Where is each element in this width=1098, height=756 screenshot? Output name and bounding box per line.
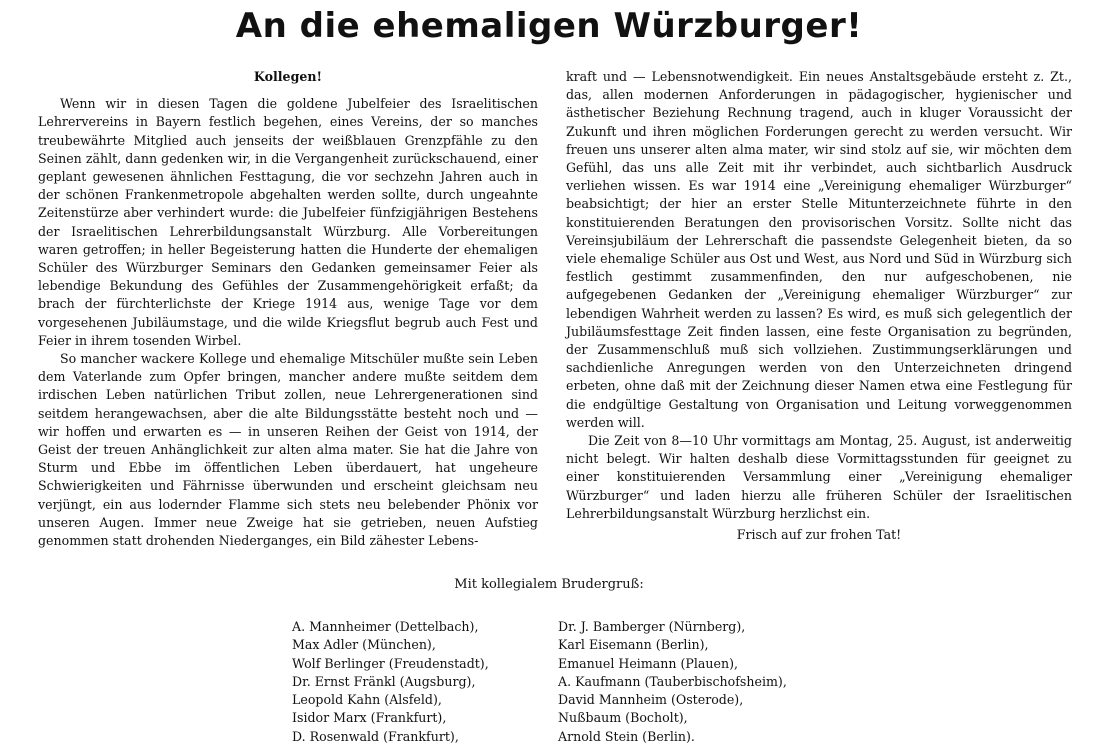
signatory: Dr. Ernst Fränkl (Augsburg), [292, 673, 476, 689]
signatory: A. Mannheimer (Dettelbach), [292, 619, 479, 634]
greeting: Kollegen! [253, 69, 323, 84]
paragraph: So mancher wackere Kollege und ehemalige Mitschüler mußte sein Leben dem Vaterlande zum Opfer bringen, mancher andere mußte seitdem dem irdischen Leben natürlichen Tribut zollen, neue Lehrergenerationen sind seitdem herangewachsen, aber die alte Bildungsstätte besteht noch und — wir hoffen und erwarten es — in unseren Reihen der Geist von 1914, der Geist der treuen Anhänglichkeit zur alten alma mater. Sie hat die Jahre von Sturm und Ebbe im öffentlichen Leben überdauert, hat ungeheure Schwierigkeiten und Fährnisse überwunden und erscheint gleichsam neu verjüngt, ein aus lodernder Flamme sich stets neu belebender Phönix vor unseren Augen. Immer neue Zweige hat sie getrieben, neuen Aufstieg genommen statt drohenden Niederganges, ein Bild zähester Lebens- [38, 351, 538, 549]
signatory: Karl Eisemann (Berlin), [558, 637, 709, 653]
signatory: Wolf Berlinger (Freudenstadt), [292, 655, 489, 671]
paragraph: Die Zeit von 8—10 Uhr vormittags am Montag, 25. August, ist anderweitig nicht belegt. Wir halten deshalb diese Vormittagsstunden für geeignet zu einer konstituierenden Versammlung einer „Vereinigung ehemaliger Würzburger“ und laden hierzu alle früheren Schüler der Israelitischen Lehrerbildungsanstalt Würzburg herzlichst ein. [566, 433, 1072, 521]
signatories-right [558, 618, 787, 746]
signatories-left [292, 618, 489, 746]
paragraph: Wenn wir in diesen Tagen die goldene Jubelfeier des Israelitischen Lehrervereins in Bayern festlich begehen, eines Vereins, der so manches treubewährte Mitglied auch jenseits der weißblauen Grenzpfähle zu den Seinen zählt, dann gedenken wir, in die Vergangenheit zurückschauend, einer geplant gewesenen ähnlichen Festtagung, die vor sechzehn Jahren auch in der schönen Frankenmetropole abgehalten werden sollte, durch ungeahnte Zeitenstürze aber verhindert wurde: die Jubelfeier fünfzigjährigen Bestehens der Israelitischen Lehrerbildungsanstalt Würzburg. Alle Vorbereitungen waren getroffen; in heller Begeisterung hatten die Hunderte der ehemaligen Schüler des Würzburger Seminars den Gedanken gemeinsamer Feier als lebendige Bekundung des Gefühles der Zusammengehörigkeit erfaßt; da brach der fürchterlichste der Kriege 1914 aus, wenige Tage vor dem vorgesehenen Jubiläumstage, und die wilde Kriegsflut begrub auch Fest und Feier in ihrem tosenden Wirbel. [38, 96, 538, 348]
left-column [38, 68, 538, 550]
signatory: Leopold Kahn (Alsfeld), [292, 692, 442, 708]
right-column [566, 68, 1072, 544]
signatory: Isidor Marx (Frankfurt), [292, 710, 447, 726]
signatory: D. Rosenwald (Frankfurt), [292, 728, 459, 744]
signatory: Arnold Stein (Berlin). [558, 728, 695, 744]
closing-line: Frisch auf zur frohen Tat! [736, 527, 902, 543]
signatory: David Mannheim (Osterode), [558, 692, 744, 708]
signatory: Emanuel Heimann (Plauen), [558, 655, 739, 671]
signatory: Dr. J. Bamberger (Nürnberg), [558, 619, 746, 634]
signatory: Max Adler (München), [292, 637, 436, 653]
signatory: Nußbaum (Bocholt), [558, 710, 688, 726]
paragraph: kraft und — Lebensnotwendigkeit. Ein neues Anstaltsgebäude ersteht z. Zt., das, allen modernen Anforderungen in pädagogischer, hygienischer und ästhetischer Beziehung Rechnung tragend, auch in kluger Voraussicht der Zukunft und ihren möglichen Forderungen gerecht zu werden versucht. Wir freuen uns unserer alten alma mater, wir sind stolz auf sie, wir möchten dem Gefühl, das uns alle Zeit mit ihr verbindet, auch sichtbarlich Ausdruck verliehen wissen. Es war 1914 eine „Vereinigung ehemaliger Würzburger“ beabsichtigt; der hier an erster Stelle Mitunterzeichnete führte in den konstituierenden Beratungen den provisorischen Vorsitz. Sollte nicht das Vereinsjubiläum der Lehrerschaft die passendste Gelegenheit bieten, da so viele ehemalige Schüler aus Ost und West, aus Nord und Süd in Würzburg sich festlich gestimmt zusammenfinden, den nur aufgeschobenen, nie aufgegebenen Gedanken der „Vereinigung ehemaliger Würzburger“ zur lebendigen Wahrheit werden zu lassen? Es wird, es muß sich gelegentlich der Jubiläumsfesttage Zeit finden lassen, eine feste Organisation zu begründen, der Zusammenschluß muß sich vollziehen. Zustimmungserklärungen und sachdienliche Anregungen werden von den Unterzeichneten dringend erbeten, ohne daß mit der Zeichnung dieser Namen etwa eine Festlegung für die endgültige Gestaltung von Organisation und Leitung vorweggenommen werden will. [566, 69, 1072, 430]
signatory: A. Kaufmann (Tauberbischofsheim), [558, 673, 787, 689]
page-title: An die ehemaligen Würzburger! [235, 6, 863, 46]
regards-line: Mit kollegialem Brudergruß: [454, 577, 644, 592]
